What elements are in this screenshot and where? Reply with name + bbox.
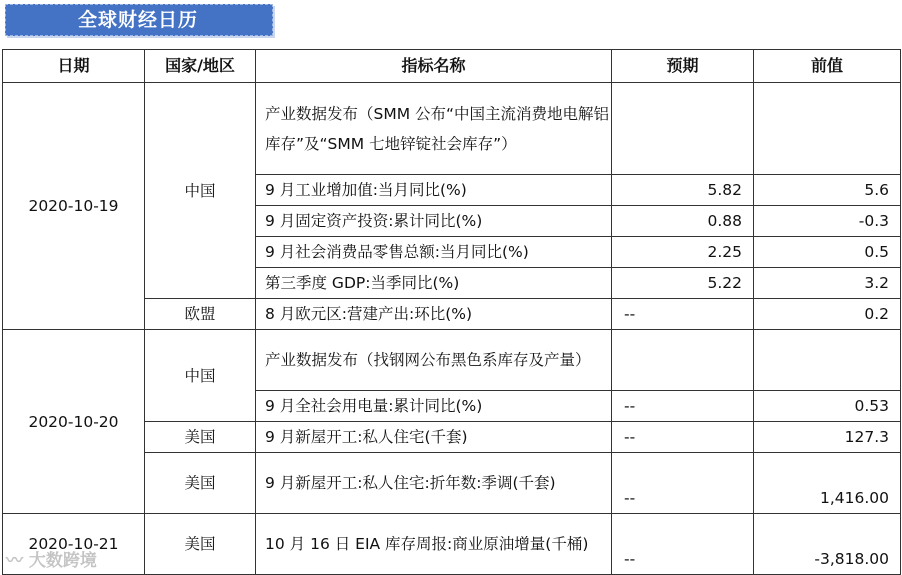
indicator-cell: 9 月固定资产投资:累计同比(%)	[256, 206, 612, 237]
indicator-cell: 9 月工业增加值:当月同比(%)	[256, 175, 612, 206]
previous-cell: -0.3	[754, 206, 901, 237]
expected-cell: --	[612, 453, 754, 514]
expected-cell: 0.88	[612, 206, 754, 237]
expected-cell: --	[612, 514, 754, 575]
wave-logo-icon: 〰	[6, 551, 23, 571]
header-date: 日期	[3, 50, 145, 83]
indicator-cell: 产业数据发布（找钢网公布黑色系库存及产量）	[256, 330, 612, 391]
table-row	[3, 83, 901, 175]
region-cell: 美国	[145, 514, 256, 575]
previous-cell: 127.3	[754, 422, 901, 453]
title-banner	[5, 4, 273, 36]
page-title: 全球财经日历	[78, 9, 199, 31]
indicator-cell: 8 月欧元区:营建产出:环比(%)	[256, 299, 612, 330]
header-region: 国家/地区	[145, 50, 256, 83]
expected-cell: --	[612, 422, 754, 453]
region-cell: 中国	[145, 83, 256, 299]
expected-cell: --	[612, 391, 754, 422]
previous-cell: 0.5	[754, 237, 901, 268]
previous-cell: -3,818.00	[754, 514, 901, 575]
region-cell: 美国	[145, 453, 256, 514]
indicator-cell: 9 月全社会用电量:累计同比(%)	[256, 391, 612, 422]
watermark	[6, 546, 97, 571]
expected-cell: 5.82	[612, 175, 754, 206]
indicator-cell: 9 月新屋开工:私人住宅:折年数:季调(千套)	[256, 453, 612, 514]
indicator-cell: 产业数据发布（SMM 公布“中国主流消费地电解铝库存”及“SMM 七地锌锭社会库存”）	[256, 83, 612, 175]
table-row	[3, 330, 901, 391]
region-cell: 欧盟	[145, 299, 256, 330]
expected-cell: 5.22	[612, 268, 754, 299]
previous-cell: 3.2	[754, 268, 901, 299]
expected-cell	[612, 83, 754, 175]
previous-cell	[754, 330, 901, 391]
header-row	[3, 50, 901, 83]
previous-cell: 0.2	[754, 299, 901, 330]
date-cell: 2020-10-21	[3, 514, 145, 575]
indicator-cell: 9 月社会消费品零售总额:当月同比(%)	[256, 237, 612, 268]
region-cell: 美国	[145, 422, 256, 453]
header-expected: 预期	[612, 50, 754, 83]
header-name: 指标名称	[256, 50, 612, 83]
watermark-text: 大数跨境	[28, 551, 97, 571]
header-previous: 前值	[754, 50, 901, 83]
expected-cell: --	[612, 299, 754, 330]
region-cell: 中国	[145, 330, 256, 422]
previous-cell	[754, 83, 901, 175]
expected-cell	[612, 330, 754, 391]
table-row	[3, 514, 901, 575]
previous-cell: 0.53	[754, 391, 901, 422]
date-cell: 2020-10-19	[3, 83, 145, 330]
previous-cell: 1,416.00	[754, 453, 901, 514]
expected-cell: 2.25	[612, 237, 754, 268]
previous-cell: 5.6	[754, 175, 901, 206]
indicator-cell: 10 月 16 日 EIA 库存周报:商业原油增量(千桶)	[256, 514, 612, 575]
indicator-cell: 9 月新屋开工:私人住宅(千套)	[256, 422, 612, 453]
indicator-cell: 第三季度 GDP:当季同比(%)	[256, 268, 612, 299]
calendar-table	[2, 49, 901, 575]
date-cell: 2020-10-20	[3, 330, 145, 514]
